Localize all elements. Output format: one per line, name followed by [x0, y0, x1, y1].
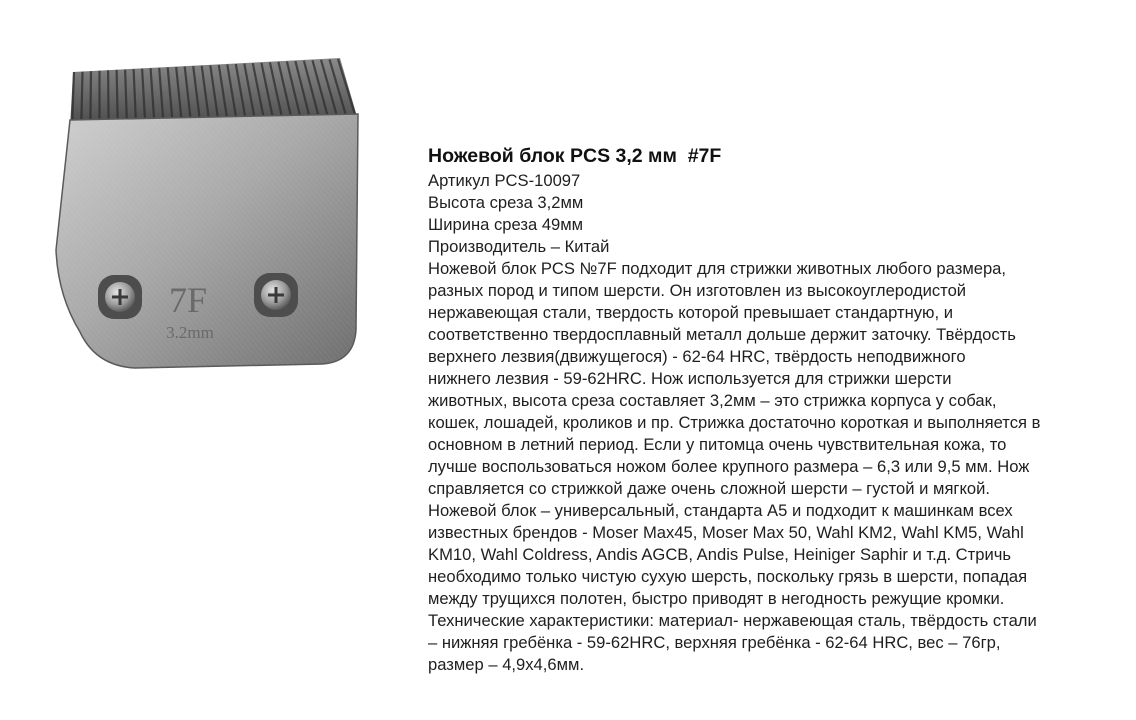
spec-cut-height: Высота среза 3,2мм — [428, 193, 584, 212]
spec-list — [428, 170, 1128, 258]
description-line: животных, высота среза составляет 3,2мм – это стрижка корпуса у собак, — [428, 391, 997, 410]
blade-engraving-size: 3.2mm — [166, 323, 214, 342]
description-line: разных пород и типом шерсти. Он изготовлен из высокоуглеродистой — [428, 281, 967, 300]
description-line: справляется со стрижкой даже очень сложной шерсти – густой и мягкой. — [428, 479, 991, 498]
description-line: лучше воспользоваться ножом более крупного размера – 6,3 или 9,5 мм. Нож — [428, 457, 1030, 476]
blade-illustration — [40, 50, 370, 380]
description-line: Технические характеристики: материал- нержавеющая сталь, твёрдость стали — [428, 611, 1037, 630]
spec-article: Артикул PCS-10097 — [428, 171, 581, 190]
blade-tooth-groove — [108, 70, 109, 126]
description-line: кошек, лошадей, кроликов и пр. Стрижка достаточно короткая и выполняется в — [428, 413, 1041, 432]
description-paragraph — [428, 258, 1128, 676]
description-line: необходимо только чистую сухую шерсть, поскольку грязь в шерсти, попадая — [428, 567, 1028, 586]
product-title: Ножевой блок PCS 3,2 мм #7F — [428, 145, 722, 167]
description-line: KM10, Wahl Coldress, Andis AGCB, Andis Pulse, Heiniger Saphir и т.д. Стричь — [428, 545, 1012, 564]
left-screw — [98, 275, 142, 319]
product-description-block — [428, 143, 1128, 676]
spec-cut-width: Ширина среза 49мм — [428, 215, 584, 234]
description-line: между трущихся полотен, быстро приводят в негодность режущие кромки. — [428, 589, 1005, 608]
description-line: основном в летний период. Если у питомца очень чувствительная кожа, то — [428, 435, 1007, 454]
description-line: Ножевой блок PCS №7F подходит для стрижки животных любого размера, — [428, 259, 1007, 278]
description-line: известных брендов - Moser Max45, Moser Max 50, Wahl KM2, Wahl KM5, Wahl — [428, 523, 1024, 542]
blade-tooth-groove — [117, 70, 118, 127]
spec-manufacturer: Производитель – Китай — [428, 237, 610, 256]
description-line: Ножевой блок – универсальный, стандарта А5 и подходит к машинкам всех — [428, 501, 1013, 520]
right-screw — [254, 273, 298, 317]
description-line: соответственно твердосплавный металл дольше держит заточку. Твёрдость — [428, 325, 1016, 344]
description-line: размер – 4,9х4,6мм. — [428, 655, 585, 674]
description-line: верхнего лезвия(движущегося) - 62-64 HRC, твёрдость неподвижного — [428, 347, 966, 366]
description-line: – нижняя гребёнка - 59-62HRC, верхняя гребёнка - 62-64 HRC, вес – 76гр, — [428, 633, 1001, 652]
blade-image — [40, 50, 370, 380]
blade-engraving-number: 7F — [168, 280, 208, 320]
description-line: нержавеющая стали, твердость которой превышает стандартную, и — [428, 303, 953, 322]
description-line: нижнего лезвия - 59-62HRC. Нож используется для стрижки шерсти — [428, 369, 952, 388]
